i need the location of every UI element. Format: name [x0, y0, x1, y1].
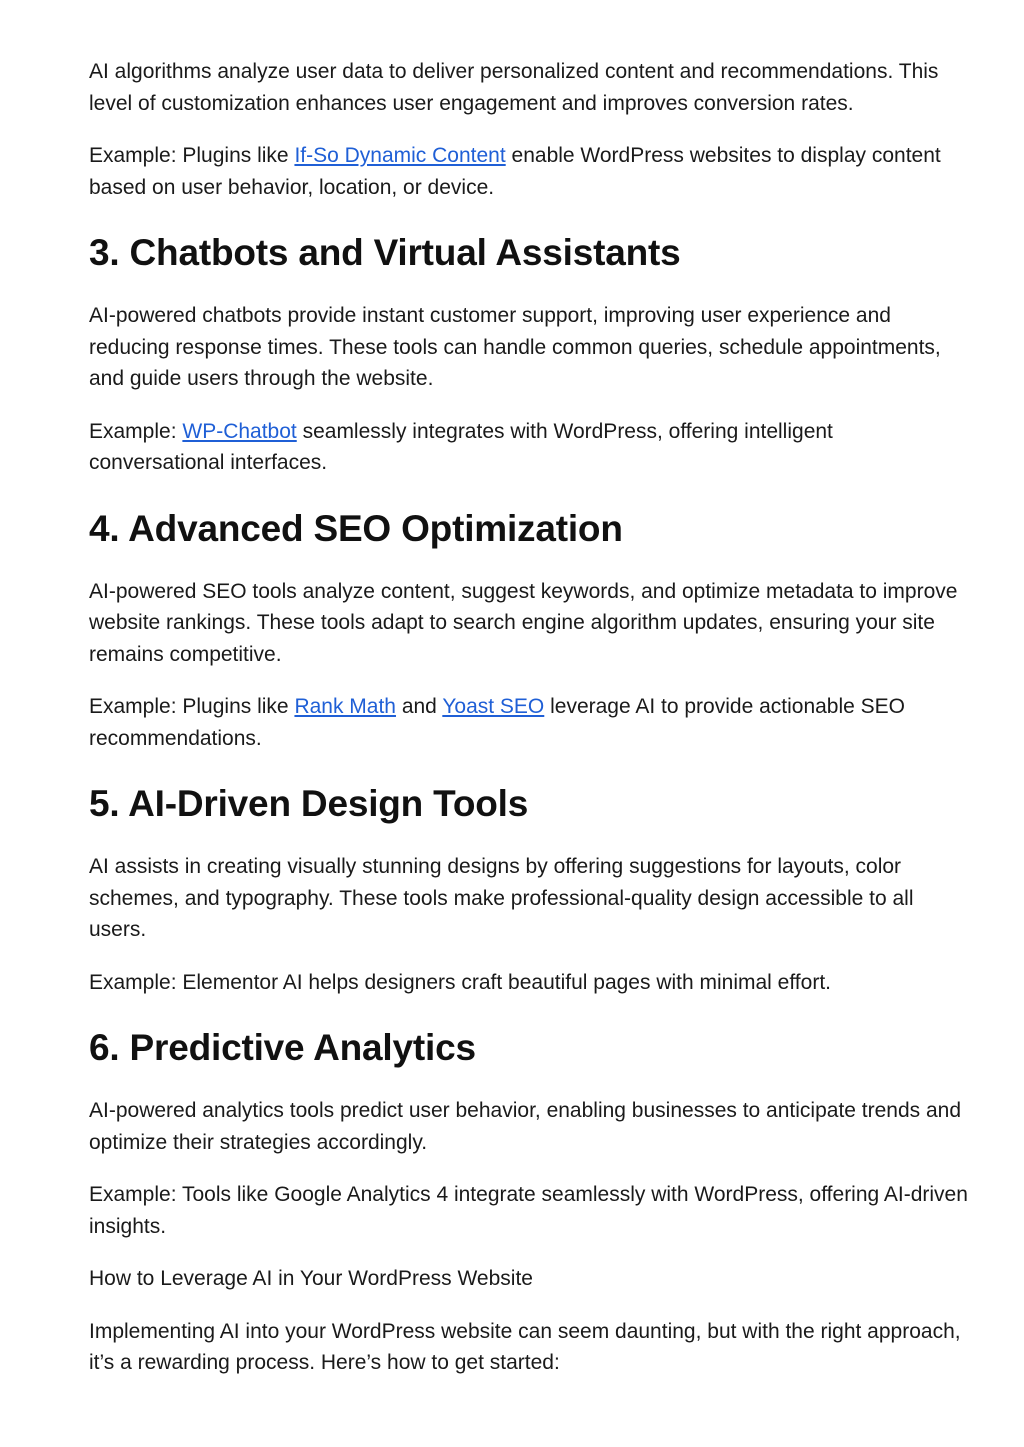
section-heading-design-tools: 5. AI-Driven Design Tools [89, 783, 529, 824]
design-tools-example: Example: Elementor AI helps designers craft beautiful pages with minimal effort. [89, 970, 831, 994]
intro-example [89, 140, 969, 203]
example-prefix: Example: Plugins like [89, 144, 295, 167]
example-prefix: Example: [89, 419, 183, 443]
example-prefix: Example: Plugins like [89, 695, 295, 718]
example-middle: and [395, 695, 443, 718]
section-heading-predictive-analytics: 6. Predictive Analytics [89, 1027, 476, 1068]
seo-paragraph: AI-powered SEO tools analyze content, suggest keywords, and optimize metadata to improve website rankings. These tools adapt to search engine algorithm updates, ensuring your site remains competitive. [89, 579, 958, 666]
example-suffix: leverage AI to provide actionable SEO recommendations. [89, 695, 906, 750]
leverage-title: How to Leverage AI in Your WordPress Website [89, 1267, 533, 1290]
design-tools-paragraph: AI assists in creating visually stunning designs by offering suggestions for layouts, color schemes, and typography. These tools make professional-quality design accessible to all users. [89, 855, 914, 941]
chatbots-example [89, 416, 969, 479]
example-suffix: seamlessly integrates with WordPress, offering intelligent conversational interfaces. [89, 419, 833, 474]
section-heading-seo: 4. Advanced SEO Optimization [89, 507, 623, 549]
yoast-seo-link[interactable]: Yoast SEO [442, 695, 545, 718]
if-so-dynamic-content-link[interactable]: If-So Dynamic Content [294, 144, 506, 167]
example-suffix: enable WordPress websites to display content based on user behavior, location, or device. [89, 144, 941, 199]
predictive-analytics-example: Example: Tools like Google Analytics 4 integrate seamlessly with WordPress, offering AI-driven insights. [89, 1183, 968, 1238]
document-page [89, 56, 969, 1379]
rank-math-link[interactable]: Rank Math [294, 695, 396, 718]
predictive-analytics-paragraph: AI-powered analytics tools predict user behavior, enabling businesses to anticipate trends and optimize their strategies accordingly. [89, 1099, 962, 1154]
leverage-paragraph: Implementing AI into your WordPress website can seem daunting, but with the right approach, it’s a rewarding process. Here’s how to get started: [89, 1319, 961, 1374]
intro-paragraph: AI algorithms analyze user data to deliver personalized content and recommendations. This level of customization enhances user engagement and improves conversion rates. [89, 60, 939, 115]
wp-chatbot-link[interactable]: WP-Chatbot [182, 419, 297, 443]
section-heading-chatbots: 3. Chatbots and Virtual Assistants [89, 232, 681, 273]
seo-example [89, 691, 969, 754]
chatbots-paragraph: AI-powered chatbots provide instant customer support, improving user experience and reducing response times. These tools can handle common queries, schedule appointments, and guide users through the website. [89, 304, 941, 390]
